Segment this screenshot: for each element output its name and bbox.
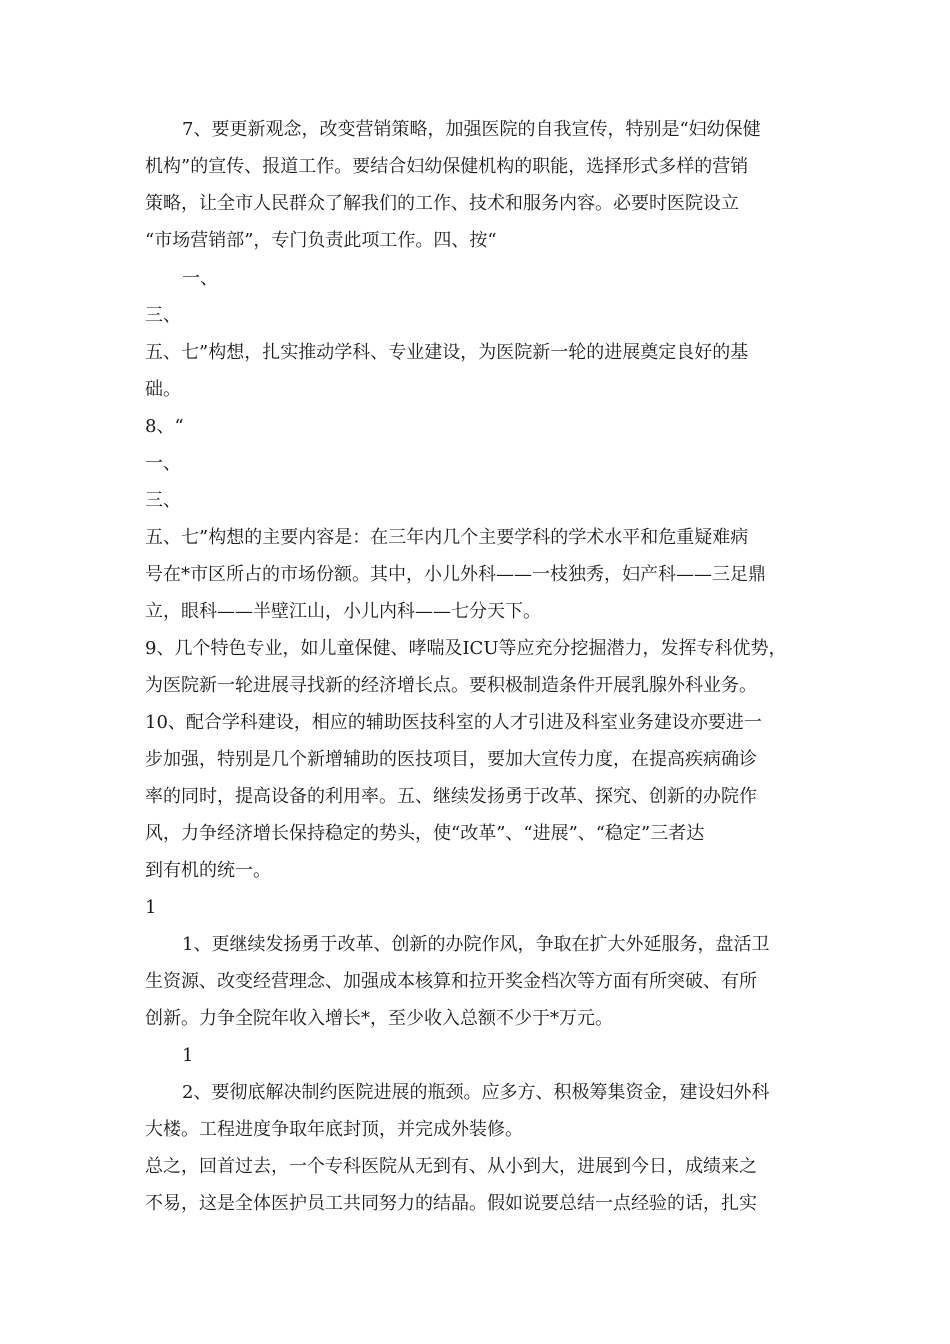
text-line: 7、要更新观念，改变营销策略，加强医院的自我宣传，特别是“妇幼保健 bbox=[182, 119, 761, 140]
text-line: 五、七”构想的主要内容是：在三年内几个主要学科的学术水平和危重疑难病 bbox=[145, 527, 749, 548]
text-line: 三、 bbox=[145, 305, 181, 326]
text-line: 为医院新一轮进展寻找新的经济增长点。要积极制造条件开展乳腺外科业务。 bbox=[145, 675, 757, 696]
text-line: 步加强，特别是几个新增辅助的医技项目，要加大宣传力度，在提高疾病确诊 bbox=[145, 749, 757, 770]
text-line: 率的同时，提高设备的利用率。五、继续发扬勇于改革、探究、创新的办院作 bbox=[145, 786, 757, 807]
text-line: 2、要彻底解决制约医院进展的瓶颈。应多方、积极筹集资金，建设妇外科 bbox=[182, 1082, 770, 1103]
text-line: 1 bbox=[182, 1045, 194, 1066]
text-line: 到有机的统一。 bbox=[145, 860, 271, 881]
text-line: 机构”的宣传、报道工作。要结合妇幼保健机构的职能，选择形式多样的营销 bbox=[145, 156, 749, 177]
text-line: 号在*市区所占的市场份额。其中，小儿外科——一枝独秀，妇产科——三足鼎 bbox=[145, 564, 766, 585]
text-line: 策略，让全市人民群众了解我们的工作、技术和服务内容。必要时医院设立 bbox=[145, 193, 739, 214]
text-line: 五、七”构想，扎实推动学科、专业建设，为医院新一轮的进展奠定良好的基 bbox=[145, 342, 749, 363]
text-line: 生资源、改变经营理念、加强成本核算和拉开奖金档次等方面有所突破、有所 bbox=[145, 971, 757, 992]
text-line: 风，力争经济增长保持稳定的势头，使“改革”、“进展”、“稳定”三者达 bbox=[145, 823, 705, 844]
text-line: 立，眼科——半壁江山，小儿内科——七分天下。 bbox=[145, 601, 541, 622]
text-line: 总之，回首过去，一个专科医院从无到有、从小到大，进展到今日，成绩来之 bbox=[145, 1156, 757, 1177]
text-line: 一、 bbox=[145, 453, 181, 474]
text-line: 9、几个特色专业，如儿童保健、哮喘及ICU等应充分挖掘潜力，发挥专科优势， bbox=[145, 638, 787, 659]
text-line: 大楼。工程进度争取年底封顶，并完成外装修。 bbox=[145, 1119, 523, 1140]
text-line: 1、更继续发扬勇于改革、创新的办院作风，争取在扩大外延服务，盘活卫 bbox=[182, 934, 770, 955]
text-line: 三、 bbox=[145, 490, 181, 511]
text-line: 10、配合学科建设，相应的辅助医技科室的人才引进及科室业务建设亦要进一 bbox=[145, 712, 762, 733]
text-line: 础。 bbox=[145, 379, 181, 400]
text-line: 8、“ bbox=[145, 416, 184, 437]
text-line: 不易，这是全体医护员工共同努力的结晶。假如说要总结一点经验的话，扎实 bbox=[145, 1193, 757, 1214]
text-line: “市场营销部”，专门负责此项工作。四、按“ bbox=[145, 230, 497, 251]
text-line: 1 bbox=[145, 897, 157, 918]
text-line: 创新。力争全院年收入增长*，至少收入总额不少于*万元。 bbox=[145, 1008, 613, 1029]
text-line: 一、 bbox=[182, 268, 218, 289]
